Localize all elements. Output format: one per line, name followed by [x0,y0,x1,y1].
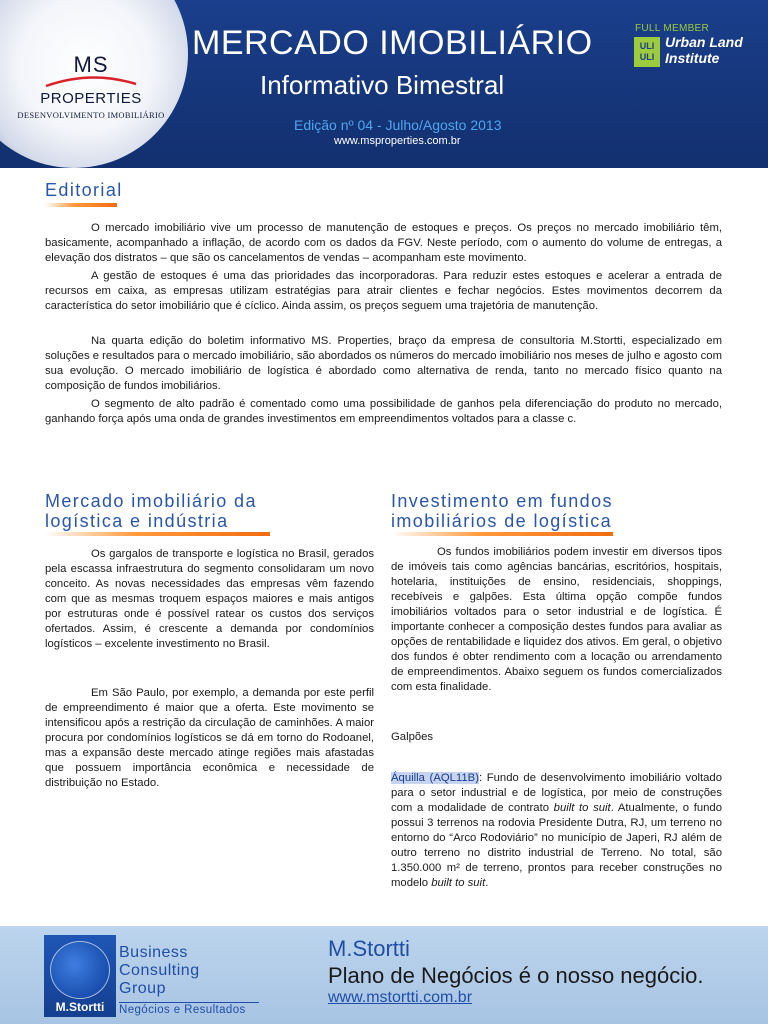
uli-name-line-1: Urban Land [665,34,743,50]
editorial-paragraph-2 [45,269,722,314]
logistica-paragraph-1-text: Os gargalos de transporte e logística no Brasil, gerados pela escassa infraestrutura do segmento consolidaram um novo conceito. As novas necessidades das empresas vêm fazendo com que as mesmas troquem espaços maiores e mais antigos por estruturas onde é possível ratear os custos dos serviços ofertados. Assim, é crescente a demanda por condomínios logísticos – excelente investimento no Brasil. [45,548,374,650]
newsletter-title: MERCADO IMOBILIÁRIO [192,24,593,62]
aquilla-italic-1: built to suit [553,802,611,814]
logo-ms-text: MS [73,52,109,77]
aquilla-text-2: . Atualmente, o fundo possui 3 terrenos na rodovia Presidente Dutra, RJ, um terreno no entorno do “Arco Rodoviário” no município de Japeri, RJ além de outro terreno no distrito industrial de Terreno. No total, são 1.350.000 m² de terreno, prontos para receber construções no modelo [391,802,722,889]
company-name: M.Stortti [328,936,410,961]
logistica-paragraph-2 [45,686,374,791]
newsletter-footer [0,926,768,1024]
edition-label: Edição nº 04 - Julho/Agosto 2013 [294,117,502,133]
editorial-paragraph-4-text: O segmento de alto padrão é comentado como uma possibilidade de ganhos pela diferenciação do produto no mercado, ganhando força após uma onda de grandes investimentos em empreendimentos voltados para a classe c. [45,398,722,425]
logistica-heading [45,491,375,531]
uli-icon-text-bottom: ULI [639,52,655,62]
editorial-paragraph-3 [45,334,722,394]
globe-icon [50,941,110,999]
fundos-heading-line-1: Investimento em fundos [391,491,613,511]
aquilla-text-3: . [485,877,489,889]
aquilla-text-1: : Fundo de desenvolvimento imobiliário voltado para o setor industrial e de logística, por meio de construções com a modalidade de contrato [391,772,722,814]
editorial-paragraph-1-text: O mercado imobiliário vive um processo de manutenção de estoques e preços. Os preços no mercado imobiliário têm, basicamente, acompanhado a inflação, de acordo com os dados da FGV. Neste período, com o aumento do volume de entregas, a elevação dos distratos – que são os cancelamentos de vendas – acompanham este movimento. [45,222,722,264]
company-url-link[interactable]: www.mstortti.com.br [328,989,473,1006]
bcg-line-2: Consulting [119,962,200,979]
uli-full-member-label: FULL MEMBER [635,23,710,34]
editorial-paragraph-4 [45,397,722,427]
editorial-paragraph-2-text: A gestão de estoques é uma das prioridades das incorporadoras. Para reduzir estes estoques e acelerar a entrada de recursos em caixa, as empresas utilizam estratégias para atrair clientes e fechar negócios. Estes movimentos decorrem da característica do setor imobiliário que é cíclico. Ainda assim, os preços seguem uma trajetória de manutenção. [45,270,722,312]
fundos-heading-line-2: imobiliários de logística [391,511,613,531]
fundos-paragraph [391,545,722,695]
logistica-heading-underline [45,532,270,536]
logistica-paragraph-2-text: Em São Paulo, por exemplo, a demanda por este perfil de empreendimento é maior que a oferta. Este movimento se intensificou após a restrição da circulação de caminhões. A maior procura por condomínios logísticos se dá em torno do Rodoanel, mas a expansão deste mercado atinge regiões mais afastadas que possuem importância econômica e necessidade de distribuição no Estado. [45,687,374,789]
business-consulting-group [119,944,200,998]
uli-icon-text-top: ULI [639,41,655,51]
aquilla-italic-2: built to suit [431,877,486,889]
logistica-paragraph-1 [45,547,374,652]
fundos-heading-underline [391,532,613,536]
editorial-heading: Editorial [45,180,123,200]
uli-logo-icon [634,37,660,67]
fundos-heading [391,491,731,531]
logo-properties-text: PROPERTIES [40,90,142,107]
fundos-paragraph-text: Os fundos imobiliários podem investir em diversos tipos de imóveis tais como agências bancárias, escritórios, hospitais, hotelaria, instituições de ensino, residenciais, shoppings, recebíveis e galpões. Esta última opção compõe fundos imobiliários voltados para o setor industrial e de logística. É importante conhecer a composição destes fundos para avaliar as opções de rentabilidade e liquidez dos ativos. Em geral, o objetivo dos fundos é obter rendimento com a locação ou arrendamento de empreendimentos. Abaixo seguem os fundos comercializados com esta finalidade. [391,546,722,693]
bcg-divider [119,1002,259,1003]
logo-tagline: DESENVOLVIMENTO IMOBILIÁRIO [17,110,165,120]
website-link[interactable]: www.msproperties.com.br [334,135,461,147]
company-slogan: Plano de Negócios é o nosso negócio. [328,963,704,988]
logistica-heading-line-1: Mercado imobiliário da [45,491,257,511]
aquilla-paragraph [391,771,722,891]
uli-name [665,34,765,66]
mstortti-logo [44,935,116,1017]
bcg-line-1: Business [119,944,188,961]
editorial-paragraph-3-text: Na quarta edição do boletim informativo MS. Properties, braço da empresa de consultoria M.Stortti, especializado em soluções e resultados para o mercado imobiliário, são abordados os números do mercado imobiliário nos meses de julho e agosto com sua evolução. O mercado imobiliário de logística é abordado como alternativa de renda, tanto no mercado físico quanto na composição de fundos imobiliários. [45,335,722,392]
logo-swoosh-icon [44,74,138,88]
mstortti-logo-text: M.Stortti [55,1000,105,1014]
bcg-line-3: Group [119,980,166,997]
aquilla-fund-name: Áquilla (AQL11B) [391,772,479,784]
newsletter-subtitle: Informativo Bimestral [260,70,505,100]
bcg-tagline: Negócios e Resultados [119,1004,246,1016]
newsletter-header [0,0,768,168]
uli-name-line-2: Institute [665,50,720,66]
editorial-heading-underline [45,203,117,207]
logistica-heading-line-2: logística e indústria [45,511,229,531]
galpoes-label: Galpões [391,731,434,743]
editorial-paragraph-1 [45,221,722,266]
